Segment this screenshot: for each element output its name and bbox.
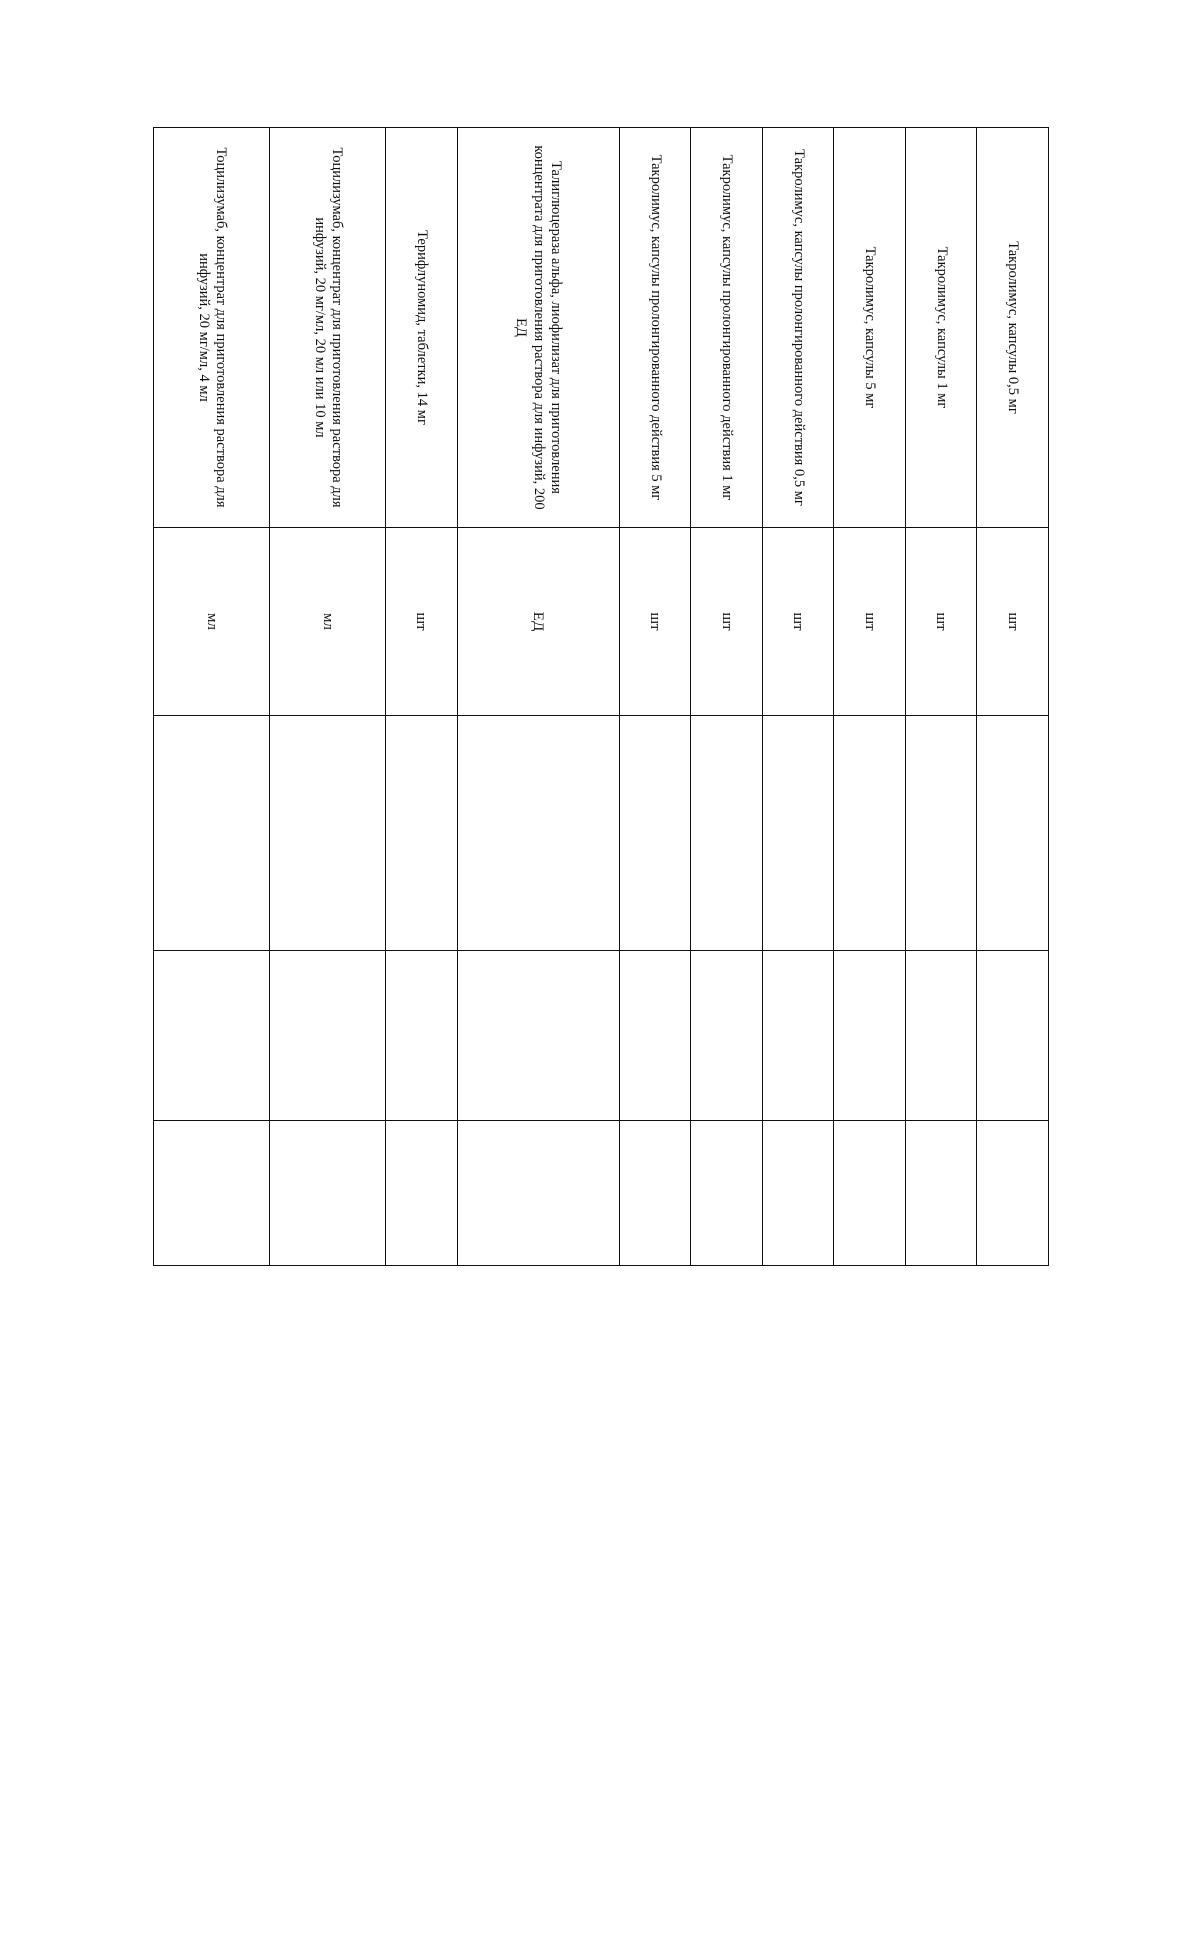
empty-cell (270, 716, 386, 951)
unit-cell: мл (270, 528, 386, 716)
drug-table (153, 127, 1049, 1266)
drug-name-cell: Такролимус, капсулы пролонгированного действия 0,5 мг (762, 128, 834, 528)
empty-cell (154, 716, 270, 951)
rotated-table-container (153, 127, 1049, 1265)
empty-cell (691, 716, 763, 951)
empty-cell (977, 1121, 1049, 1266)
empty-cell (905, 716, 977, 951)
table-row (619, 128, 691, 1266)
empty-cell (386, 1121, 458, 1266)
table-row (270, 128, 386, 1266)
empty-cell (691, 1121, 763, 1266)
table-row (457, 128, 619, 1266)
empty-cell (905, 1121, 977, 1266)
table-row (977, 128, 1049, 1266)
empty-cell (619, 716, 691, 951)
empty-cell (270, 951, 386, 1121)
empty-cell (977, 951, 1049, 1121)
table-row (834, 128, 906, 1266)
unit-cell: ЕД (457, 528, 619, 716)
table-row (691, 128, 763, 1266)
empty-cell (154, 951, 270, 1121)
drug-name-cell: Терифлуномид, таблетки, 14 мг (386, 128, 458, 528)
drug-name-cell: Такролимус, капсулы 5 мг (834, 128, 906, 528)
unit-cell: шт (977, 528, 1049, 716)
unit-cell: шт (619, 528, 691, 716)
empty-cell (905, 951, 977, 1121)
empty-cell (154, 1121, 270, 1266)
table-row (154, 128, 270, 1266)
empty-cell (691, 951, 763, 1121)
empty-cell (619, 951, 691, 1121)
drug-name-cell: Такролимус, капсулы 0,5 мг (977, 128, 1049, 528)
empty-cell (977, 716, 1049, 951)
empty-cell (834, 951, 906, 1121)
drug-name-cell: Талиглюцераза альфа, лиофилизат для приготовления концентрата для приготовления раствора для инфузий, 200 ЕД (457, 128, 619, 528)
drug-name-cell: Тоцилизумаб, концентрат для приготовления раствора для инфузий, 20 мг/мл, 4 мл (154, 128, 270, 528)
empty-cell (457, 1121, 619, 1266)
drug-name-cell: Тоцилизумаб, концентрат для приготовления раствора для инфузий, 20 мг/мл, 20 мл или 10 мл (270, 128, 386, 528)
table-row (762, 128, 834, 1266)
table-row (905, 128, 977, 1266)
unit-cell: шт (691, 528, 763, 716)
drug-name-cell: Такролимус, капсулы пролонгированного действия 5 мг (619, 128, 691, 528)
unit-cell: шт (762, 528, 834, 716)
drug-name-cell: Такролимус, капсулы 1 мг (905, 128, 977, 528)
empty-cell (457, 951, 619, 1121)
empty-cell (834, 716, 906, 951)
unit-cell: шт (386, 528, 458, 716)
table-row (386, 128, 458, 1266)
empty-cell (762, 716, 834, 951)
empty-cell (762, 1121, 834, 1266)
empty-cell (270, 1121, 386, 1266)
unit-cell: мл (154, 528, 270, 716)
unit-cell: шт (905, 528, 977, 716)
empty-cell (619, 1121, 691, 1266)
empty-cell (762, 951, 834, 1121)
table-body (154, 128, 1049, 1266)
empty-cell (386, 951, 458, 1121)
empty-cell (834, 1121, 906, 1266)
empty-cell (386, 716, 458, 951)
empty-cell (457, 716, 619, 951)
unit-cell: шт (834, 528, 906, 716)
drug-name-cell: Такролимус, капсулы пролонгированного действия 1 мг (691, 128, 763, 528)
